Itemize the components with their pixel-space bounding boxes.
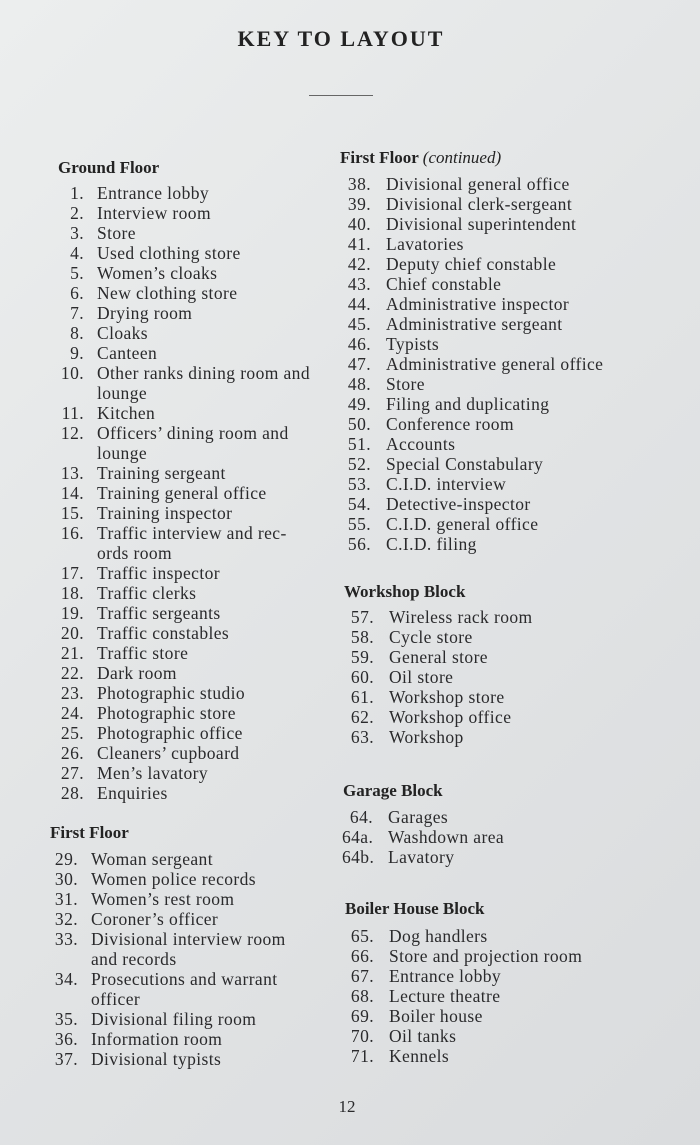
item-label: Traffic sergeants <box>97 603 221 623</box>
item-label: Kitchen <box>97 403 156 423</box>
item-number: 18. <box>60 583 84 603</box>
ground-floor-heading: Ground Floor <box>58 158 160 177</box>
item-number: 24. <box>60 703 84 723</box>
item-number: 52. <box>347 454 371 474</box>
item-label: Workshop store <box>389 687 505 707</box>
item-label: Administrative inspector <box>386 294 570 314</box>
item-number: 14. <box>60 483 84 503</box>
item-number: 43. <box>347 274 371 294</box>
item-number: 54. <box>347 494 371 514</box>
item-number: 64a. <box>342 827 374 847</box>
page-number: 12 <box>338 1097 356 1116</box>
item-label: Special Constabulary <box>386 454 544 474</box>
item-number: 15. <box>60 503 84 523</box>
item-number: 40. <box>347 214 371 234</box>
item-label: Enquiries <box>97 783 168 803</box>
item-label: Cleaners’ cupboard <box>97 743 240 763</box>
item-label: Washdown area <box>388 827 505 847</box>
item-number: 12. <box>60 423 84 443</box>
item-number: 28. <box>60 783 84 803</box>
item-label: C.I.D. interview <box>386 474 507 494</box>
item-number: 64b. <box>342 847 375 867</box>
item-label: C.I.D. filing <box>386 534 477 554</box>
item-number: 70. <box>350 1026 374 1046</box>
item-number: 35. <box>54 1009 78 1029</box>
item-number: 26. <box>60 743 84 763</box>
item-number: 16. <box>60 523 84 543</box>
item-label: Photographic studio <box>97 683 246 703</box>
workshop-block-heading: Workshop Block <box>344 582 466 601</box>
item-label: Women’s cloaks <box>97 263 218 283</box>
item-number: 41. <box>347 234 371 254</box>
item-number: 37. <box>54 1049 78 1069</box>
item-number: 64. <box>349 807 373 827</box>
item-label: Boiler house <box>389 1006 483 1026</box>
item-label: Kennels <box>389 1046 450 1066</box>
title-divider <box>309 95 373 96</box>
item-label: Administrative sergeant <box>386 314 563 334</box>
item-number: 47. <box>347 354 371 374</box>
garage-block-heading: Garage Block <box>343 781 443 800</box>
item-label: Entrance lobby <box>97 183 210 203</box>
item-label: Cycle store <box>389 627 473 647</box>
item-label: Dark room <box>97 663 177 683</box>
item-number: 71. <box>350 1046 374 1066</box>
item-label: Used clothing store <box>97 243 241 263</box>
item-number: 65. <box>350 926 374 946</box>
first-floor-heading: First Floor <box>50 823 129 842</box>
item-number: 68. <box>350 986 374 1006</box>
item-label: Filing and duplicating <box>386 394 550 414</box>
item-label: Dog handlers <box>389 926 488 946</box>
item-number: 55. <box>347 514 371 534</box>
item-number: 49. <box>347 394 371 414</box>
item-number: 3. <box>70 223 84 243</box>
item-label: Training inspector <box>97 503 233 523</box>
item-number: 56. <box>347 534 371 554</box>
item-number: 59. <box>350 647 374 667</box>
item-label: Divisional general office <box>386 174 570 194</box>
item-label: Divisional interview room and records <box>91 929 286 969</box>
item-number: 50. <box>347 414 371 434</box>
item-label: Divisional superintendent <box>386 214 577 234</box>
item-number: 33. <box>54 929 78 949</box>
item-label: Cloaks <box>97 323 149 343</box>
item-label: Divisional typists <box>91 1049 222 1069</box>
item-number: 4. <box>70 243 84 263</box>
item-number: 63. <box>350 727 374 747</box>
item-number: 36. <box>54 1029 78 1049</box>
item-number: 69. <box>350 1006 374 1026</box>
item-label: Garages <box>388 807 449 827</box>
item-label: Men’s lavatory <box>97 763 209 783</box>
first-floor-continued-title: First Floor <box>340 148 419 167</box>
item-number: 9. <box>70 343 84 363</box>
item-label: Photographic store <box>97 703 236 723</box>
item-number: 60. <box>350 667 374 687</box>
item-label: Store and projection room <box>389 946 583 966</box>
item-number: 19. <box>60 603 84 623</box>
item-number: 22. <box>60 663 84 683</box>
item-number: 51. <box>347 434 371 454</box>
item-number: 17. <box>60 563 84 583</box>
item-label: Divisional filing room <box>91 1009 257 1029</box>
item-label: Lavatories <box>386 234 464 254</box>
item-label: General store <box>389 647 488 667</box>
item-number: 29. <box>54 849 78 869</box>
item-number: 53. <box>347 474 371 494</box>
item-number: 34. <box>54 969 78 989</box>
item-label: Deputy chief constable <box>386 254 557 274</box>
item-label: Canteen <box>97 343 158 363</box>
item-number: 44. <box>347 294 371 314</box>
item-number: 61. <box>350 687 374 707</box>
item-label: C.I.D. general office <box>386 514 539 534</box>
item-number: 31. <box>54 889 78 909</box>
item-label: Divisional clerk-sergeant <box>386 194 573 214</box>
item-label: Store <box>386 374 425 394</box>
item-number: 11. <box>61 403 84 423</box>
item-label: Workshop office <box>389 707 512 727</box>
item-number: 27. <box>60 763 84 783</box>
boiler-house-block-heading: Boiler House Block <box>345 899 485 918</box>
continued-note: (continued) <box>422 148 502 167</box>
item-label: Traffic store <box>97 643 189 663</box>
item-number: 46. <box>347 334 371 354</box>
item-number: 10. <box>60 363 84 383</box>
item-number: 21. <box>60 643 84 663</box>
item-number: 45. <box>347 314 371 334</box>
item-number: 39. <box>347 194 371 214</box>
item-label: Officers’ dining room and lounge <box>97 423 289 463</box>
item-label: Drying room <box>97 303 193 323</box>
item-label: Typists <box>386 334 440 354</box>
item-label: Traffic inspector <box>97 563 220 583</box>
item-label: Wireless rack room <box>389 607 533 627</box>
item-label: Woman sergeant <box>91 849 213 869</box>
item-label: Women’s rest room <box>91 889 235 909</box>
item-number: 32. <box>54 909 78 929</box>
item-number: 48. <box>347 374 371 394</box>
item-label: Conference room <box>386 414 514 434</box>
item-number: 2. <box>70 203 84 223</box>
item-number: 8. <box>70 323 84 343</box>
item-label: Detective-inspector <box>386 494 531 514</box>
item-number: 62. <box>350 707 374 727</box>
item-label: Lecture theatre <box>389 986 501 1006</box>
item-number: 66. <box>350 946 374 966</box>
item-number: 5. <box>70 263 84 283</box>
item-number: 23. <box>60 683 84 703</box>
item-number: 1. <box>70 183 84 203</box>
item-number: 6. <box>70 283 84 303</box>
item-label: Administrative general office <box>386 354 604 374</box>
item-number: 42. <box>347 254 371 274</box>
item-label: Photographic office <box>97 723 243 743</box>
item-label: Oil tanks <box>389 1026 457 1046</box>
item-label: Coroner’s officer <box>91 909 219 929</box>
item-label: Other ranks dining room and lounge <box>97 363 310 403</box>
item-label: Traffic constables <box>97 623 230 643</box>
item-number: 20. <box>60 623 84 643</box>
item-number: 38. <box>347 174 371 194</box>
item-number: 67. <box>350 966 374 986</box>
item-label: Training general office <box>97 483 267 503</box>
item-label: Training sergeant <box>97 463 226 483</box>
item-number: 58. <box>350 627 374 647</box>
item-label: Women police records <box>91 869 257 889</box>
item-label: Oil store <box>389 667 454 687</box>
item-label: New clothing store <box>97 283 238 303</box>
item-label: Lavatory <box>388 847 455 867</box>
item-label: Store <box>97 223 136 243</box>
item-label: Traffic interview and rec-ords room <box>97 523 287 563</box>
item-number: 25. <box>60 723 84 743</box>
item-number: 7. <box>70 303 84 323</box>
item-label: Information room <box>91 1029 223 1049</box>
item-number: 30. <box>54 869 78 889</box>
item-label: Workshop <box>389 727 464 747</box>
item-label: Prosecutions and warrant officer <box>91 969 278 1009</box>
item-label: Traffic clerks <box>97 583 197 603</box>
first-floor-continued-heading <box>340 148 501 168</box>
page-title: KEY TO LAYOUT <box>237 26 445 51</box>
item-label: Accounts <box>386 434 456 454</box>
item-number: 57. <box>350 607 374 627</box>
item-label: Chief constable <box>386 274 502 294</box>
item-label: Entrance lobby <box>389 966 502 986</box>
item-number: 13. <box>60 463 84 483</box>
item-label: Interview room <box>97 203 211 223</box>
